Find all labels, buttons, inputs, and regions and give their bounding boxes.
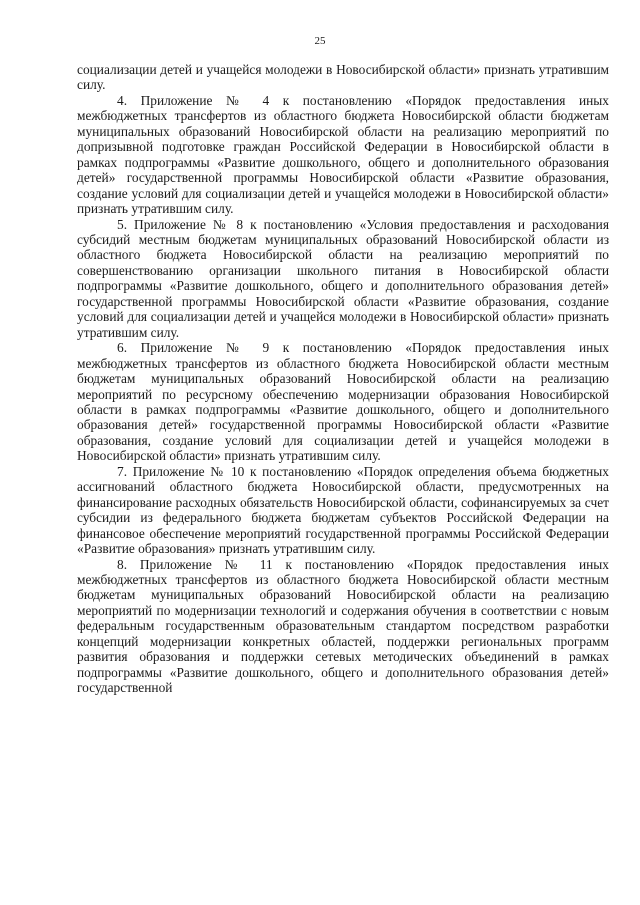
- paragraph-item-4: 4. Приложение № 4 к постановлению «Порядок предоставления иных межбюджетных трансфертов из областного бюджета Новосибирской области бюджетам муниципальных образований Новосибирской области на реализацию мероприятий по допризывной подготовке граждан Российской Федерации в Новосибирской области в рамках подпрограммы «Развитие дошкольного, общего и дополнительного образования детей» государственной программы Новосибирской области «Развитие образования, создание условий для социализации детей и учащейся молодежи в Новосибирской области» признать утратившим силу.: [77, 92, 609, 217]
- paragraph-item-5: 5. Приложение № 8 к постановлению «Условия предоставления и расходования субсидий местным бюджетам муниципальных образований Новосибирской области из областного бюджета Новосибирской области на реализацию мероприятий по совершенствованию организации школьного питания в Новосибирской области подпрограммы «Развитие дошкольного, общего и дополнительного образования детей» государственной программы Новосибирской области «Развитие образования, создание условий для социализации детей и учащейся молодежи в Новосибирской области» признать утратившим силу.: [77, 216, 609, 340]
- paragraph-continuation: социализации детей и учащейся молодежи в Новосибирской области» признать утратившим силу.: [77, 62, 609, 93]
- paragraph-item-6: 6. Приложение № 9 к постановлению «Порядок предоставления иных межбюджетных трансфертов из областного бюджета Новосибирской области местным бюджетам муниципальных образований Новосибирской области на реализацию мероприятий по ресурсному обеспечению модернизации образования Новосибирской области в рамках подпрограммы «Развитие дошкольного, общего и дополнительного образования детей» государственной программы Новосибирской области «Развитие образования, создание условий для социализации детей и учащейся молодежи в Новосибирской области» признать утратившим силу.: [77, 340, 609, 464]
- document-body: [77, 62, 609, 696]
- paragraph-item-8: 8. Приложение № 11 к постановлению «Порядок предоставления иных межбюджетных трансфертов из областного бюджета Новосибирской области местным бюджетам муниципальных образований Новосибирской области на реализацию мероприятий по модернизации технологий и содержания обучения в соответствии с новым федеральным государственным образовательным стандартом посредством разработки концепций модернизации конкретных областей, поддержки региональных программ развития образования и поддержки сетевых методических объединений в рамках подпрограммы «Развитие дошкольного, общего и дополнительного образования детей» государственной: [77, 556, 609, 696]
- paragraph-item-7: 7. Приложение № 10 к постановлению «Порядок определения объема бюджетных ассигнований областного бюджета Новосибирской области, предусмотренных на финансирование расходных обязательств Новосибирской области, софинансируемых за счет субсидии из федерального бюджета бюджетам субъектов Российской Федерации на финансовое обеспечение мероприятий государственной программы Российской Федерации «Развитие образования» признать утратившим силу.: [77, 463, 609, 557]
- page-number: 25: [314, 35, 326, 47]
